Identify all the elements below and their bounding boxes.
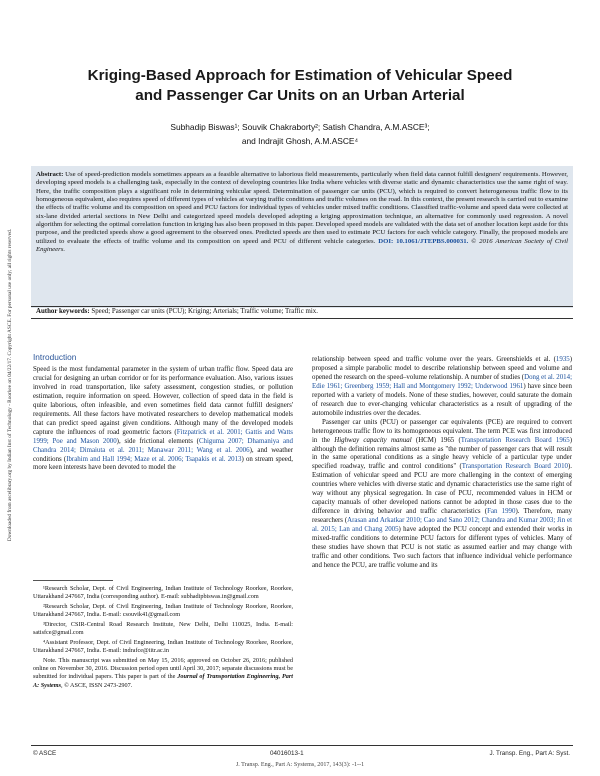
- footnote-4: ⁴Assistant Professor, Dept. of Civil Engineering, Indian Institute of Technology Roorkee, Roorkee, Uttarakhand 247667, India. E-mail: indrafce@iitr.ac.in: [33, 639, 293, 655]
- abstract: [36, 171, 568, 254]
- footer-article-number: 04016013-1: [270, 750, 304, 757]
- intro-paragraph-continued: relationship between speed and traffic volume over the years. Greenshields et al. (1935) proposed a simple parabolic model to describe relationship between speed and volume and opened the research on the speed–volume relationship. A number of studies (Dong et al. 2014; Edie 1961; Greenberg 1959; Hall and Montgomery 1992; Underwood 1961) have since been reported with a variety of models. None of these studies, however, could saturate the domain of research due to ever-changing vehicular characteristics as a result of upgrading of the automobile industries over the decades.: [312, 356, 572, 417]
- footnote-rule: [33, 580, 113, 581]
- abstract-text: Use of speed-prediction models sometimes appears as a feasible alternative to laborious field measurements, particularly when field data cannot fulfill designers' requirements. However, developing speed models is a challenging task, especially in the context of developing countries like India where vehicles with diverse static and dynamic characteristics use the same right of way. Here, the traffic composition plays a significant role in determining vehicular speed. Determination of passenger car units (PCU), which is required to convert heterogeneous traffic flow to its homogeneous equivalent, also requires speed of different types of vehicles at varying traffic conditions and traffic volumes on the road. In this context, the present research is carried out to examine the effects of traffic volume and its composition on speed and PCU factors for individual types of vehicles under mixed traffic conditions. Classified traffic-volume and speed data were collected at six-lane divided arterial sections in New Delhi and categorized speed models developed adopting a kriging approximation technique, an alternative for commonly used regression. A novel algorithm for selecting the optimal correlation function in kriging has also been proposed in this paper. Developed speed models are validated with the data set of another location kept aside for this purpose, and the predicted speeds show a good agreement to the observed ones. Predicted speeds are then used to estimate PCU factors for each vehicle category. Finally, the proposed models are utilized to evaluate the effects of traffic volume and its composition on speed and PCU of different vehicle categories.: [36, 171, 568, 245]
- citation-link[interactable]: Dong et al. 2014; Edie 1961; Greenberg 1959; Hall and Montgomery 1992; Underwood 1961: [312, 373, 572, 390]
- citation-link[interactable]: 1935: [555, 356, 570, 363]
- footnote-1: ¹Research Scholar, Dept. of Civil Engineering, Indian Institute of Technology Roorkee, Roorkee, Uttarakhand 247667, India (corresponding author). E-mail: subhadipbiswas.in@gmail.com: [33, 585, 293, 601]
- citation-link[interactable]: Fan 1990: [487, 508, 516, 516]
- left-column: [33, 366, 293, 473]
- footer-journal-short: J. Transp. Eng., Part A: Syst.: [489, 750, 570, 757]
- keywords-bottom-rule: [31, 318, 573, 319]
- author-list: [40, 120, 560, 148]
- right-column: [312, 356, 572, 571]
- title-line-1: Kriging-Based Approach for Estimation of Vehicular Speed: [87, 67, 513, 84]
- submission-note: Note. This manuscript was submitted on May 15, 2016; approved on October 26, 2016; published online on November 30, 2016. Discussion period open until April 30, 2017; separate discussions must be submitted for individual papers. This paper is part of the Journal of Transportation Engineering, Part A: Systems, © ASCE, ISSN 2473-2907.: [33, 657, 293, 689]
- intro-paragraph-2: Passenger car units (PCU) or passenger car equivalents (PCE) are required to convert heterogeneous traffic flow to its homogeneous equivalent. The term PCE was first introduced in the Highway capacity manual (HCM) 1965 (Transportation Research Board 1965) although the definition remains almost same as "the number of passenger cars that will result in the same operational conditions as a single heavy vehicle of a particular type under specified roadway, traffic and control conditions" (Transportation Research Board 2010). Estimation of vehicular speed and PCU are more challenging in the context of emerging countries where vehicles with diverse static and dynamic characteristics use the same right of way without any physical segregation. In case of PCU, recommended values in HCM or capacity manuals of other developed nations cannot be adopted in those cases due to the difference in driving behavior and traffic characteristics (Fan 1990). Therefore, many researchers (Arasan and Arkatkar 2010; Cao and Sano 2012; Chandra and Kumar 2003; Jin et al. 2015; Lan and Chang 2005) have adopted the PCU concept and extended their works in mixed-traffic conditions to determine PCU factors for different types of vehicles. Many of these studies have shown that PCU is not static as assumed earlier and may change with traffic and other conditions. Two such factors that influence individual vehicle performance and hence the PCU, are traffic volume and its: [312, 418, 572, 569]
- citation-link[interactable]: Arasan and Arkatkar 2010; Cao and Sano 2012; Chandra and Kumar 2003; Jin et al. 2015; Lan and Chang 2005: [312, 517, 572, 534]
- footnote-2: ²Research Scholar, Dept. of Civil Engineering, Indian Institute of Technology Roorkee, Roorkee, Uttarakhand 247667, India. E-mail: csouvik41@gmail.com: [33, 603, 293, 619]
- doi-link[interactable]: DOI: 10.1061/JTEPBS.000031.: [378, 237, 469, 245]
- title-line-2: and Passenger Car Units on an Urban Arterial: [135, 87, 465, 104]
- citation-link[interactable]: Ibrahim and Hall 1994; Maze et al. 2006; Tsapakis et al. 2013: [66, 455, 242, 463]
- download-notice-text: Downloaded from ascelibrary.org by Indian Inst of Technology - Roorkee on 04/22/17. Copyright ASCE. For personal use only; all rights reserved.: [7, 228, 13, 542]
- download-sidebar-note: [4, 160, 16, 610]
- intro-paragraph-1: Speed is the most fundamental parameter in the system of urban traffic flow. Speed data are crucial for designing an urban corridor or for its performance evaluation. Also, various issues involved in road transportation, like safety assessment, congestion studies, or pollution estimation, require information on speed. However, collection of speed data in the field is quite laborious, often infeasible, and even sometimes field data cannot fulfill designers' requirements. All these factors have motivated researchers to develop mathematical models that can predict speed against given conditions. Although many of the developed models capture the influences of road geometric factors (Fitzpatrick et al. 2001; Gattis and Watts 1999; Poe and Mason 2000), side frictional elements (Chiguma 2007; Dhamaniya and Chandra 2014; Dimaiuta et al. 2011; Manawar 2011; Wang et al. 2006), and weather conditions (Ibrahim and Hall 1994; Maze et al. 2006; Tsapakis et al. 2013) on stream speed, more keen interests have been devoted to model the: [33, 366, 294, 472]
- keywords-text: Speed; Passenger car units (PCU); Kriging; Arterials; Traffic volume; Traffic mix.: [91, 308, 318, 315]
- footnotes: [33, 585, 293, 692]
- footer-rule: [31, 745, 573, 746]
- citation-link[interactable]: Chiguma 2007; Dhamaniya and Chandra 2014; Dimaiuta et al. 2011; Manawar 2011; Wang et al. 2006: [33, 437, 293, 454]
- keywords-label: Author keywords:: [36, 308, 90, 315]
- citation-link[interactable]: Fitzpatrick et al. 2001; Gattis and Watts 1999; Poe and Mason 2000: [33, 428, 293, 445]
- authors-line-1: Subhadip Biswas¹; Souvik Chakraborty²; Satish Chandra, A.M.ASCE³;: [170, 122, 430, 132]
- section-heading-introduction: Introduction: [33, 352, 77, 362]
- journal-reference: J. Transp. Eng., Part A: Systems, 2017, 143(3): -1--1: [235, 762, 365, 768]
- copyright-notice: © 2016 American Society of Civil Engineers.: [36, 237, 568, 254]
- author-keywords: [36, 307, 568, 317]
- footer-copyright: © ASCE: [33, 750, 57, 757]
- abstract-label: Abstract:: [36, 171, 64, 178]
- paper-title: [40, 66, 560, 106]
- citation-link[interactable]: Transportation Research Board 2010: [461, 463, 568, 471]
- authors-line-2: and Indrajit Ghosh, A.M.ASCE⁴: [241, 136, 359, 146]
- footnote-3: ³Director, CSIR-Central Road Research Institute, New Delhi, Delhi 110025, India. E-mail: satisfce@gmail.com: [33, 621, 293, 637]
- citation-link[interactable]: Transportation Research Board 1965: [460, 436, 570, 444]
